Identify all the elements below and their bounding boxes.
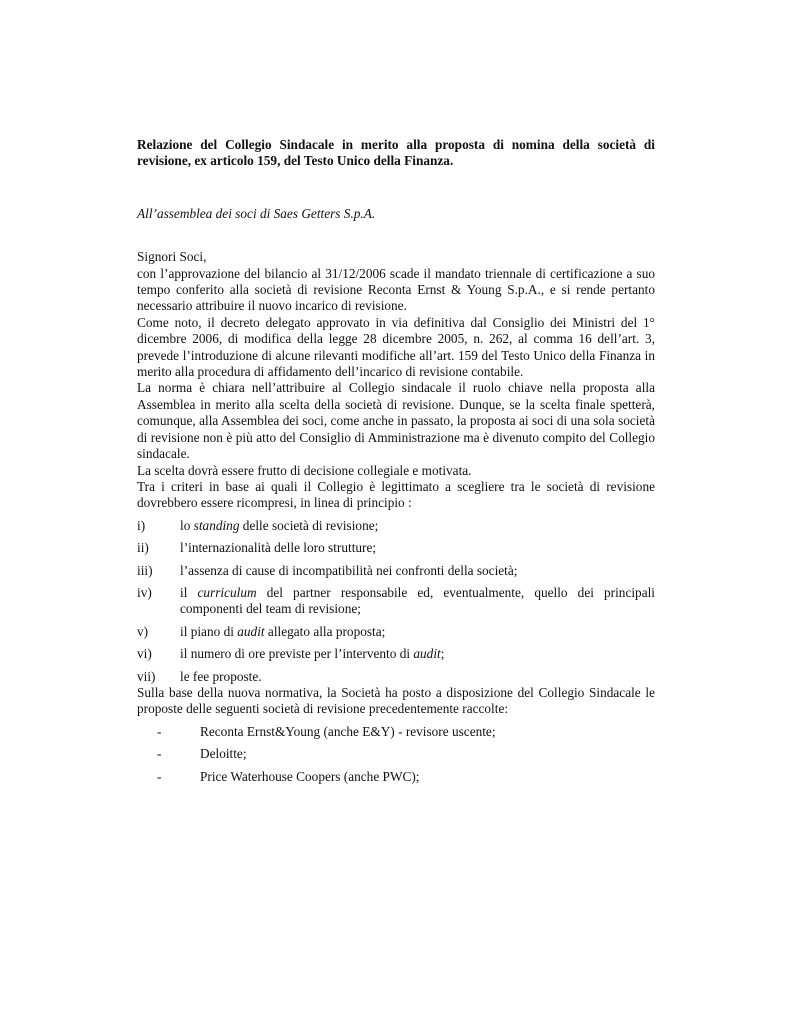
list-item <box>137 724 655 740</box>
list-text: il piano di audit allegato alla proposta; <box>180 623 386 639</box>
list-text: Price Waterhouse Coopers (anche PWC); <box>200 768 420 784</box>
list-number: ii) <box>137 540 149 556</box>
list-number: iv) <box>137 584 152 600</box>
list-text: l’internazionalità delle loro strutture; <box>180 540 377 556</box>
list-item <box>137 624 655 640</box>
list-item <box>137 669 655 685</box>
list-item <box>137 585 655 618</box>
list-text: l’assenza di cause di incompatibilità nei confronti della società; <box>180 562 518 578</box>
paragraph-criteria-intro: Tra i criteri in base ai quali il Collegio è legittimato a scegliere tra le società di revisione dovrebbero essere ricompresi, in linea di principio : <box>137 478 655 511</box>
list-number: iii) <box>137 562 153 578</box>
list-text: il numero di ore previste per l’intervento di audit; <box>180 646 445 662</box>
firms-list <box>137 724 655 785</box>
list-number: vii) <box>137 668 156 684</box>
list-dash: - <box>157 746 162 762</box>
addressee-line: All’assemblea dei soci di Saes Getters S.p.A. <box>137 205 376 221</box>
list-dash: - <box>157 723 162 739</box>
list-item <box>137 563 655 579</box>
list-text: il curriculum del partner responsabile ed, eventualmente, quello dei principali componenti del team di revisione; <box>180 584 655 617</box>
paragraph-decree: Come noto, il decreto delegato approvato in via definitiva dal Consiglio dei Ministri del 1° dicembre 2006, di modifica della legge 28 dicembre 2005, n. 262, al comma 16 dell’art. 3, prevede l’introduzione di alcune rilevanti modifiche all’art. 159 del Testo Unico della Finanza in merito alla procedura di affidamento dell’incarico di revisione contabile. <box>137 314 655 380</box>
list-text: lo standing delle società di revisione; <box>180 517 379 533</box>
list-number: i) <box>137 517 146 533</box>
list-text: Reconta Ernst&Young (anche E&Y) - revisore uscente; <box>200 723 496 739</box>
paragraph-norm: La norma è chiara nell’attribuire al Collegio sindacale il ruolo chiave nella proposta alla Assemblea in merito alla scelta della società di revisione. Dunque, se la scelta finale spetterà, comunque, alla Assemblea dei soci, come anche in passato, la proposta ai soci di una sola società di revisione non è più atto del Consiglio di Amministrazione ma è divenuto compito del Collegio sindacale. <box>137 380 655 462</box>
list-number: vi) <box>137 646 152 662</box>
list-item <box>137 646 655 662</box>
paragraph-mandate-expiry: con l’approvazione del bilancio al 31/12/2006 scade il mandato triennale di certificazione a suo tempo conferito alla società di revisione Reconta Ernst & Young S.p.A., e si rende pertanto necessario attribuire il nuovo incarico di revisione. <box>137 265 655 314</box>
document-title: Relazione del Collegio Sindacale in merito alla proposta di nomina della società di revisione, ex articolo 159, del Testo Unico della Finanza. <box>137 137 655 169</box>
list-dash: - <box>157 768 162 784</box>
document-page <box>137 137 655 785</box>
list-item <box>137 540 655 556</box>
greeting: Signori Soci, <box>137 249 207 265</box>
list-item <box>137 518 655 534</box>
criteria-list <box>137 518 655 685</box>
paragraph-proposals: Sulla base della nuova normativa, la Società ha posto a disposizione del Collegio Sindacale le proposte delle seguenti società di revisione precedentemente raccolte: <box>137 684 655 717</box>
list-text: le fee proposte. <box>180 668 262 684</box>
list-text: Deloitte; <box>200 746 247 762</box>
list-item <box>137 746 655 762</box>
list-number: v) <box>137 623 149 639</box>
list-item <box>137 769 655 785</box>
paragraph-choice: La scelta dovrà essere frutto di decisione collegiale e motivata. <box>137 462 472 478</box>
